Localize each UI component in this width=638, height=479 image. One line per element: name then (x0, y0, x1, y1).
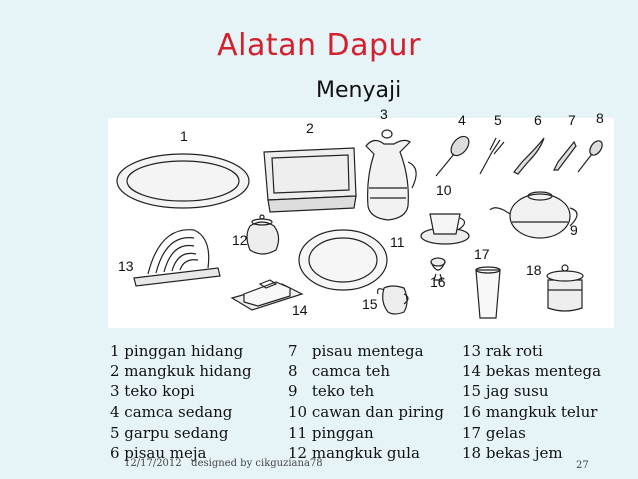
serving-dish-icon (264, 148, 356, 212)
teapot-icon (490, 192, 577, 238)
legend-item: 10 cawan dan piring (288, 403, 445, 421)
coffee-pot-icon (366, 130, 416, 220)
legend-item: 11 pinggan (288, 424, 374, 442)
legend-item: 2 mangkuk hidang (110, 362, 252, 380)
item-number-6: 6 (534, 112, 542, 128)
item-number-10: 10 (436, 182, 452, 198)
legend-item: 8 camca teh (288, 362, 391, 380)
legend-item: 5 garpu sedang (110, 424, 229, 442)
item-number-9: 9 (570, 222, 578, 238)
slide-title: Alatan Dapur (217, 28, 421, 63)
legend-item: 18 bekas jem (462, 444, 563, 462)
item-number-13: 13 (118, 258, 134, 274)
teaspoon-icon (578, 139, 605, 172)
illustration-panel (108, 106, 614, 328)
legend-item: 14 bekas mentega (462, 362, 602, 380)
toast-rack-icon (134, 230, 220, 286)
legend-item: 1 pinggan hidang (110, 342, 244, 360)
sugar-bowl-icon (247, 215, 279, 254)
serving-platter-icon (117, 154, 249, 208)
item-number-17: 17 (474, 246, 490, 262)
legend-item: 7 pisau mentega (288, 342, 424, 360)
legend-item: 9 teko teh (288, 382, 375, 400)
legend-item: 12 mangkuk gula (288, 444, 420, 462)
legend-item: 17 gelas (462, 424, 526, 442)
table-knife-icon (514, 138, 544, 174)
page-number: 27 (576, 460, 589, 471)
legend-item: 3 teko kopi (110, 382, 195, 400)
item-number-1: 1 (180, 128, 188, 144)
fork-icon (480, 138, 504, 174)
item-number-18: 18 (526, 262, 542, 278)
legend-item: 4 camca sedang (110, 403, 233, 421)
footer-text: 12/17/2012 designed by cikguziana78 (124, 458, 323, 469)
cup-and-saucer-icon (421, 214, 469, 244)
slide-subtitle: Menyaji (316, 78, 402, 103)
legend-item: 6 pisau meja (110, 444, 207, 462)
item-number-11: 11 (390, 234, 405, 250)
glass-icon (476, 267, 500, 318)
legend-item: 15 jag susu (462, 382, 549, 400)
legend-item: 13 rak roti (462, 342, 543, 360)
item-number-16: 16 (430, 274, 446, 290)
legend-item: 16 mangkuk telur (462, 403, 598, 421)
item-number-8: 8 (596, 110, 604, 126)
item-number-3: 3 (380, 106, 388, 122)
item-number-4: 4 (458, 112, 466, 128)
item-number-5: 5 (494, 112, 502, 128)
item-number-2: 2 (306, 120, 314, 136)
butter-knife-icon (554, 142, 576, 170)
item-number-15: 15 (362, 296, 378, 312)
milk-jug-icon (378, 286, 408, 314)
jam-jar-icon (547, 265, 583, 311)
item-number-12: 12 (232, 232, 248, 248)
item-number-14: 14 (292, 302, 308, 318)
tablespoon-icon (436, 133, 472, 176)
kitchen-items-illustration (108, 118, 614, 328)
item-number-7: 7 (568, 112, 576, 128)
plate-icon (299, 230, 387, 290)
